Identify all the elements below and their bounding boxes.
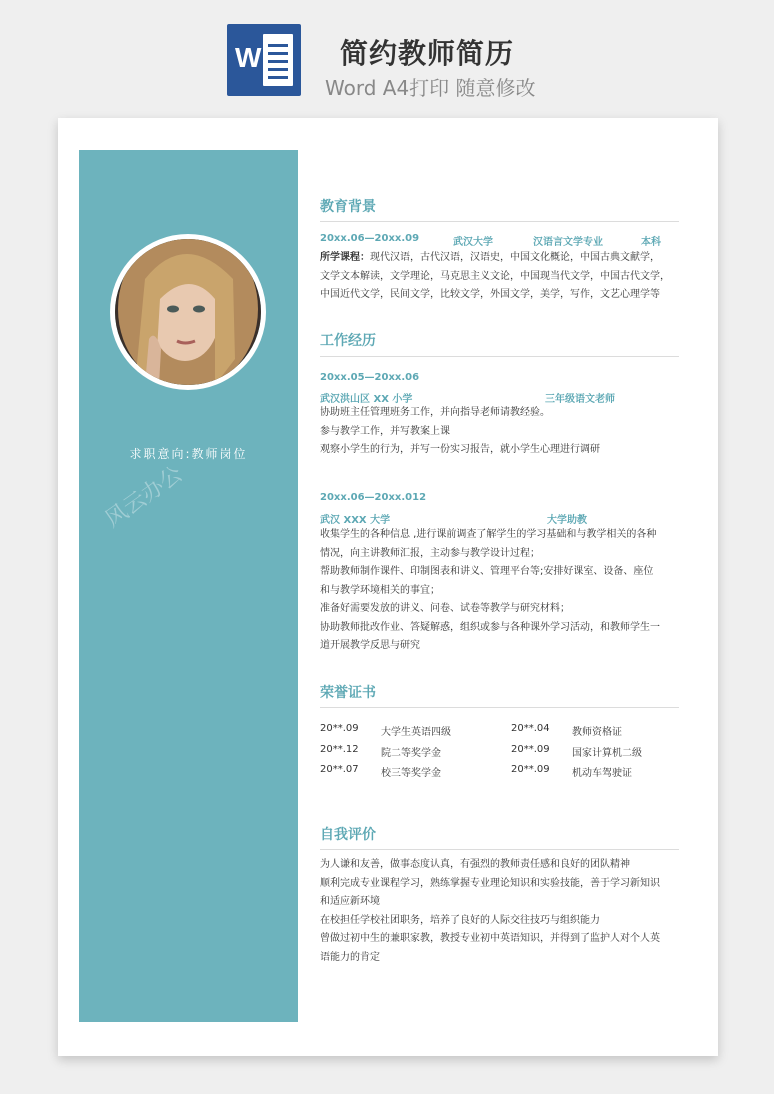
- education-courses: [320, 249, 682, 305]
- job-role: 大学助教: [547, 515, 587, 526]
- honor-name: 国家计算机二级: [572, 748, 642, 759]
- job-line: 协助教师批改作业、答疑解惑，组织或参与各种课外学习活动，和教师学生一: [320, 621, 660, 633]
- job-period: 20xx.06—20xx.012: [320, 492, 427, 503]
- self-eval-title: 自我评价: [320, 827, 376, 843]
- divider: [320, 221, 679, 222]
- resume-page: [58, 118, 718, 1056]
- job-line: 道开展教学反思与研究: [320, 640, 420, 651]
- honor-date: 20**.12: [320, 744, 359, 755]
- divider: [320, 707, 679, 708]
- sidebar: [79, 150, 298, 1022]
- courses-line: 中国近代文学，民间文学，比较文学，外国文学，美学，写作，文艺心理学等: [320, 289, 660, 300]
- honor-date: 20**.07: [320, 764, 359, 775]
- job-description: [320, 404, 682, 460]
- banner-subtitle: Word A4打印 随意修改: [325, 76, 536, 100]
- education-major: 汉语言文学专业: [533, 237, 603, 248]
- banner: [0, 0, 774, 118]
- honor-date: 20**.09: [511, 744, 550, 755]
- honor-name: 机动车驾驶证: [572, 768, 632, 779]
- honor-name: 大学生英语四级: [381, 727, 451, 738]
- job-line: 和与教学环境相关的事宜；: [320, 584, 440, 596]
- education-school: 武汉大学: [453, 237, 493, 248]
- honor-date: 20**.09: [511, 764, 550, 775]
- self-eval-text: [320, 856, 682, 967]
- courses-line: 现代汉语，古代汉语，汉语史，中国文化概论，中国古典文献学，: [370, 252, 660, 263]
- banner-title: 简约教师简历: [340, 37, 515, 70]
- job-line: 协助班主任管理班务工作，并向指导老师请教经验。: [320, 407, 550, 418]
- job-role: 三年级语文老师: [545, 394, 615, 405]
- education-period: 20xx.06—20xx.09: [320, 233, 420, 244]
- avatar: [110, 234, 266, 390]
- job-line: 帮助教师制作课件、印制图表和讲义、管理平台等;安排好课室、设备、座位: [320, 566, 654, 577]
- self-eval-line: 曾做过初中生的兼职家教，教授专业初中英语知识，并得到了监护人对个人英: [320, 933, 660, 944]
- watermark: 风云办公: [100, 461, 188, 533]
- job-line: 情况，向主讲教师汇报，主动参与教学设计过程；: [320, 547, 540, 559]
- self-eval-line: 语能力的肯定: [320, 951, 380, 963]
- self-eval-line: 为人谦和友善，做事态度认真，有强烈的教师责任感和良好的团队精神: [320, 859, 630, 870]
- document-sheet-icon: [263, 34, 293, 86]
- honor-name: 校三等奖学金: [381, 768, 441, 779]
- job-org: 武汉洪山区 XX 小学: [320, 394, 413, 405]
- honor-date: 20**.04: [511, 723, 550, 734]
- job-period: 20xx.05—20xx.06: [320, 372, 420, 383]
- courses-line: 文学文本解读，文学理论，马克思主义文论，中国现当代文学，中国古代文学，: [320, 270, 670, 282]
- honors-title: 荣誉证书: [320, 685, 376, 701]
- divider: [320, 356, 679, 357]
- divider: [320, 849, 679, 850]
- job-line: 准备好需要发放的讲义、问卷、试卷等教学与研究材料；: [320, 603, 570, 614]
- word-icon: [227, 24, 301, 96]
- honor-name: 教师资格证: [572, 727, 622, 738]
- job-intent: 求职意向:教师岗位: [129, 447, 248, 461]
- education-degree: 本科: [641, 237, 661, 248]
- honor-name: 院二等奖学金: [381, 748, 441, 759]
- job-line: 观察小学生的行为，并写一份实习报告，就小学生心理进行调研: [320, 444, 600, 455]
- work-title: 工作经历: [320, 333, 376, 349]
- portrait-photo: [115, 239, 261, 385]
- honor-date: 20**.09: [320, 723, 359, 734]
- self-eval-line: 和适应新环境: [320, 896, 380, 907]
- job-line: 收集学生的各种信息 ,进行课前调查了解学生的学习基础和与教学相关的各种: [320, 529, 657, 540]
- self-eval-line: 顺利完成专业课程学习，熟练掌握专业理论知识和实验技能，善于学习新知识: [320, 877, 660, 889]
- job-org: 武汉 XXX 大学: [320, 515, 391, 526]
- word-logo-letter: W: [235, 42, 262, 73]
- job-line: 参与教学工作，并写教案上课: [320, 425, 450, 437]
- self-eval-line: 在校担任学校社团职务，培养了良好的人际交往技巧与组织能力: [320, 914, 600, 926]
- job-description: [320, 526, 682, 656]
- courses-label: 所学课程：: [320, 252, 370, 263]
- education-title: 教育背景: [320, 199, 376, 215]
